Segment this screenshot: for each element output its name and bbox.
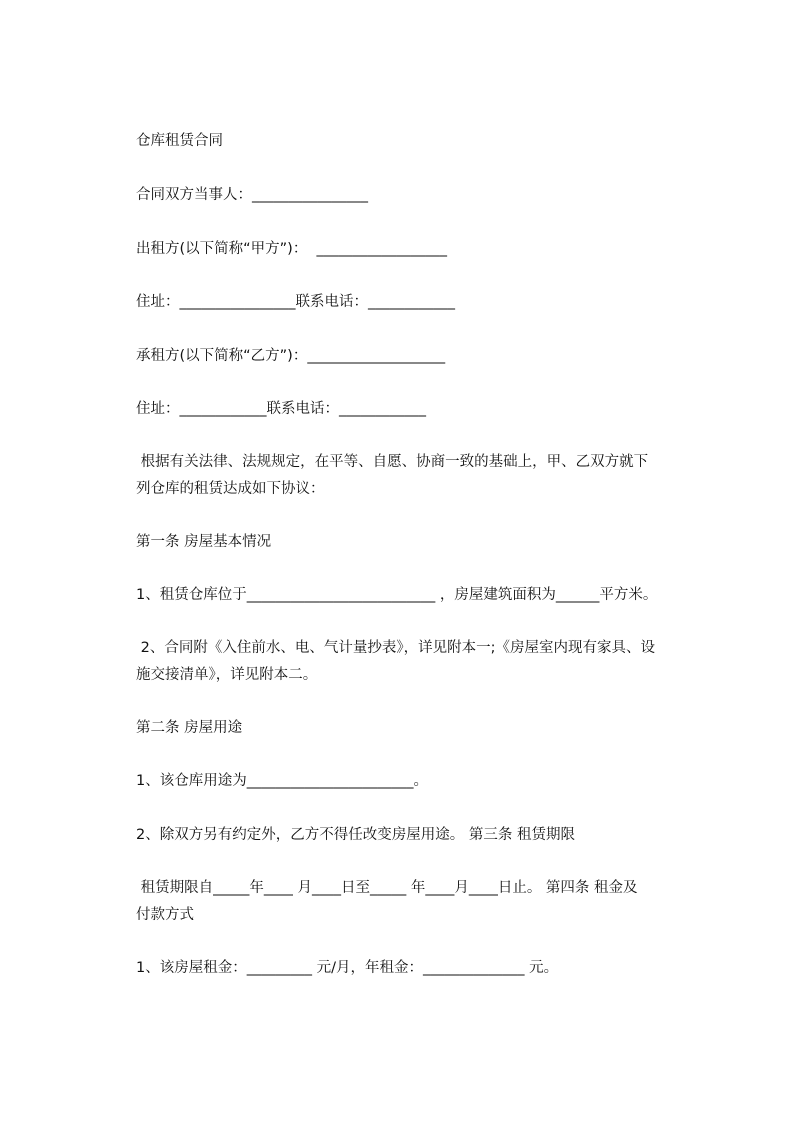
lessor-address-line: 住址：________________联系电话：____________: [136, 294, 455, 310]
lease-term-line-2: 付款方式: [136, 907, 194, 923]
preamble-line-1: 根据有关法律、法规规定，在平等、自愿、协商一致的基础上，甲、乙双方就下: [136, 454, 649, 470]
article-1-clause-2-line-1: 2、合同附《入住前水、电、气计量抄表》，详见附本一;《房屋室内现有家具、设: [136, 640, 655, 656]
rent-line: 1、该房屋租金：_________ 元/月，年租金：______________ 元。: [136, 960, 559, 976]
lessee-address-line: 住址：____________联系电话：____________: [136, 401, 426, 417]
document-title: 仓库租赁合同: [136, 133, 223, 149]
article-1-heading: 第一条 房屋基本情况: [136, 534, 272, 550]
article-2-heading: 第二条 房屋用途: [136, 720, 243, 736]
article-1-clause-2-line-2: 施交接清单》，详见附本二。: [136, 667, 318, 683]
parties-line: 合同双方当事人：________________: [136, 187, 368, 203]
lessee-line: 承租方(以下简称“乙方”)：___________________: [136, 348, 446, 364]
article-2-clause-2: 2、除双方另有约定外，乙方不得任改变房屋用途。 第三条 租赁期限: [136, 827, 575, 843]
article-2-clause-1: 1、该仓库用途为_______________________。: [136, 773, 428, 789]
article-1-clause-1: 1、租赁仓库位于__________________________ ，房屋建筑面积为______平方米。: [136, 587, 658, 603]
lease-term-line-1: 租赁期限自_____年____ 月____日至_____ 年____月____日止。 第四条 租金及: [136, 880, 638, 896]
preamble-line-2: 列仓库的租赁达成如下协议：: [136, 481, 325, 497]
lessor-line: 出租方(以下简称“甲方”)： __________________: [136, 241, 448, 257]
